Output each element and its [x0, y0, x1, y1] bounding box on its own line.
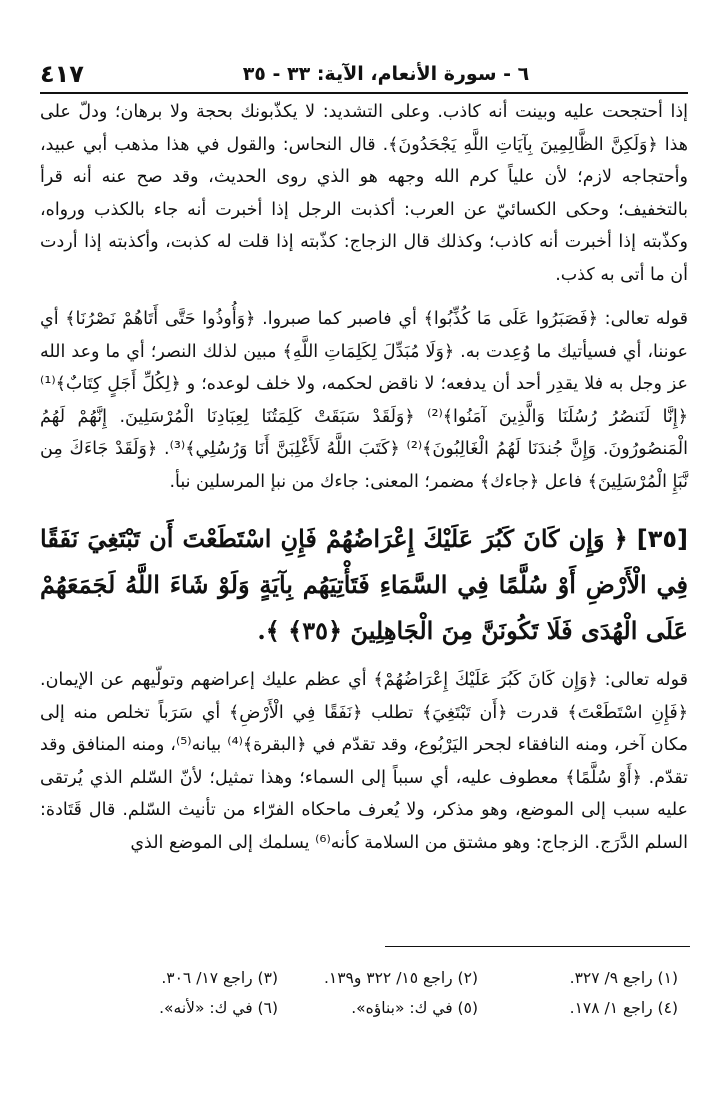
footnotes	[40, 963, 688, 1023]
footnote-4: (٤) راجع ١/ ١٧٨.	[569, 999, 678, 1017]
page-number: ٤١٧	[40, 60, 84, 88]
verse-text: ﴿ وَإِن كَانَ كَبُرَ عَلَيْكَ إِعْرَاضُهُمْ فَإِنِ اسْتَطَعْتَ أَن تَبْتَغِيَ نَفَقًا فِي الْأَرْضِ أَوْ سُلَّمًا فِي السَّمَاءِ فَتَأْتِيَهُم بِآيَةٍ وَلَوْ شَاءَ اللَّهُ لَجَمَعَهُمْ عَلَى الْهُدَى فَلَا تَكُونَنَّ مِنَ الْجَاهِلِينَ ﴿٣٥﴾ ﴾.	[40, 524, 688, 645]
footnote-3: (٣) راجع ١٧/ ٣٠٦.	[161, 969, 278, 987]
running-title: ٦ - سورة الأنعام، الآية: ٣٣ - ٣٥	[242, 63, 530, 85]
main-text	[40, 96, 688, 859]
footnote-1: (١) راجع ٩/ ٣٢٧.	[569, 969, 678, 987]
commentary-paragraph: قوله تعالى: ﴿وَإِن كَانَ كَبُرَ عَلَيْكَ إِعْرَاضُهُمْ﴾ أي عظم عليك إعراضهم وتولّيهم عن الإيمان. ﴿فَإِنِ اسْتَطَعْتَ﴾ قدرت ﴿أَن تَبْتَغِيَ﴾ تطلب ﴿نَفَقًا فِي الْأَرْضِ﴾ أي سَرَباً تخلص منه إلى مكان آخر، ومنه النافقاء لجحر اليَرْبُوع، وقد تقدّم في ﴿البقرة﴾⁽⁴⁾ بيانه⁽⁵⁾، ومنه المنافق وقد تقدّم. ﴿أَوْ سُلَّمًا﴾ معطوف عليه، أي سبباً إلى السماء؛ وهذا تمثيل؛ لأنّ السّلم الذي يُرتقى عليه سبب إلى الموضع، وهو مذكر، ولا يُعرف ماحكاه الفرّاء من تأنيث السّلم. قال قَتَادة: السلم الدَّرَج. الزجاج: وهو مشتق من السلامة كأنه⁽⁶⁾ يسلمك إلى الموضع الذي	[40, 670, 688, 853]
quran-verse	[40, 516, 688, 654]
verse-number: [٣٥]	[636, 525, 688, 553]
footnote-5: (٥) في ك: «بناؤه».	[351, 999, 478, 1017]
page-header	[40, 56, 688, 94]
footnote-divider	[385, 946, 690, 947]
footnote-row	[40, 963, 688, 993]
footnote-6: (٦) في ك: «لأنه».	[159, 999, 278, 1017]
footnote-2: (٢) راجع ١٥/ ٣٢٢ و١٣٩.	[323, 969, 478, 987]
paragraph-1: إذا أحتجحت عليه وبينت أنه كاذب. وعلى التشديد: لا يكذّبونك بحجة ولا برهان؛ ودلّ على هذا ﴿وَلَكِنَّ الظَّالِمِينَ بِآيَاتِ اللَّهِ يَجْحَدُونَ﴾. قال النحاس: والقول في هذا مذهب أبي عبيد، وأحتجاجه لازم؛ لأن علياً كرم الله وجهه هو الذي روى الحديث، وقد صح عنه أنه قرأ بالتخفيف؛ وحكى الكسائيّ عن العرب: أكذبت الرجل إذا أخبرت أنه جاء بالكذب ورواه، وكذّبته إذا أخبرت أنه كاذب؛ وكذلك قال الزجاج: كذّبته إذا قلت له كذبت، وأكذبته إذا أردت أن ما أتى به كذب.	[40, 102, 688, 285]
footnote-row	[40, 993, 688, 1023]
paragraph-2: قوله تعالى: ﴿فَصَبَرُوا عَلَى مَا كُذِّبُوا﴾ أي فاصبر كما صبروا. ﴿وَأُوذُوا حَتَّى أَتَاهُمْ نَصْرُنَا﴾ أي عوننا، أي فسيأتيك ما وُعِدت به. ﴿وَلَا مُبَدِّلَ لِكَلِمَاتِ اللَّهِ﴾ مبين لذلك النصر؛ أي ما وعد الله عز وجل به فلا يقدِر أحد أن يدفعه؛ لا ناقض لحكمه، ولا خلف لوعده؛ و ﴿لِكُلِّ أَجَلٍ كِتَابٌ﴾⁽¹⁾ ﴿إِنَّا لَنَنصُرُ رُسُلَنَا وَالَّذِينَ آمَنُوا﴾⁽²⁾ ﴿وَلَقَدْ سَبَقَتْ كَلِمَتُنَا لِعِبَادِنَا الْمُرْسَلِينَ. إِنَّهُمْ لَهُمُ الْمَنصُورُونَ. وَإِنَّ جُندَنَا لَهُمُ الْغَالِبُونَ﴾⁽²⁾ ﴿كَتَبَ اللَّهُ لَأَغْلِبَنَّ أَنَا وَرُسُلِي﴾⁽³⁾. ﴿وَلَقَدْ جَاءَكَ مِن نَّبَإِ الْمُرْسَلِينَ﴾ فاعل ﴿جاءك﴾ مضمر؛ المعنى: جاءك من نبإ المرسلين نبأ.	[40, 309, 689, 492]
